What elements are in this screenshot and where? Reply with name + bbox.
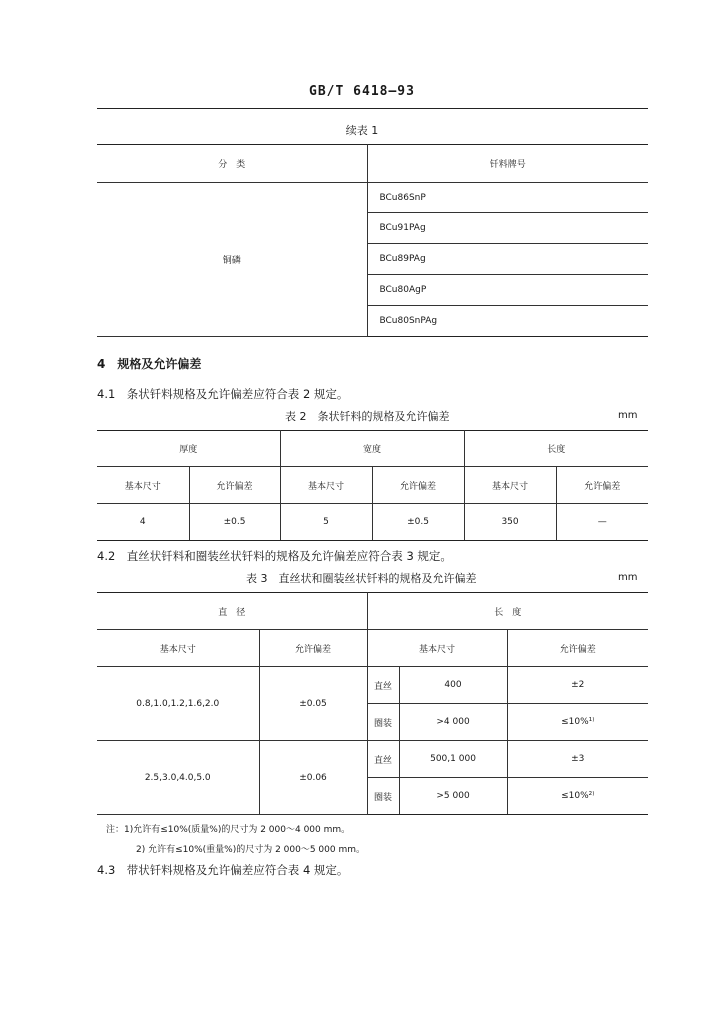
table3-subheader: 允许偏差 xyxy=(507,630,648,667)
table3-subheader: 基本尺寸 xyxy=(97,630,259,667)
table3-note-1: 注：1)允许有≤10%(质量%)的尺寸为 2 000～4 000 mm。 xyxy=(106,825,351,835)
table3-group-length: 长 度 xyxy=(367,593,648,630)
table3-length-type: 直丝 xyxy=(367,741,399,778)
table3-diameter-tolerance: ±0.06 xyxy=(259,741,367,815)
table2-group-thickness: 厚度 xyxy=(97,431,280,467)
table3-unit: mm xyxy=(618,572,638,583)
table2-cell: 350 xyxy=(464,504,556,541)
table3-group-diameter: 直 径 xyxy=(97,593,367,630)
table3-length-type: 圈装 xyxy=(367,704,399,741)
table2-cell: 5 xyxy=(280,504,372,541)
clause-4-1: 4.1 条状钎料规格及允许偏差应符合表 2 规定。 xyxy=(97,387,349,401)
table3-length-size: >5 000 xyxy=(399,778,507,815)
table1-category-cell: 铜磷 xyxy=(97,183,367,337)
table2-group-length: 长度 xyxy=(464,431,648,467)
table1-grade: BCu80SnPAg xyxy=(367,306,648,337)
table3-length-size: 400 xyxy=(399,667,507,704)
table3-length-tolerance: ±2 xyxy=(507,667,648,704)
table1-grade: BCu91PAg xyxy=(367,213,648,244)
table3-length-tolerance: ±3 xyxy=(507,741,648,778)
table2-cell: — xyxy=(556,504,648,541)
table2-subheader: 允许偏差 xyxy=(372,467,464,504)
table1-header-category: 分 类 xyxy=(97,145,367,183)
table3-note-2: 2) 允许有≤10%(重量%)的尺寸为 2 000～5 000 mm。 xyxy=(136,845,366,855)
clause-4-2: 4.2 直丝状钎料和圈装丝状钎料的规格及允许偏差应符合表 3 规定。 xyxy=(97,549,452,563)
table2-cell: ±0.5 xyxy=(189,504,280,541)
table2 xyxy=(97,430,648,541)
header-rule xyxy=(97,108,648,109)
table3-caption: 表 3 直丝状和圈装丝状钎料的规格及允许偏差 xyxy=(246,572,477,585)
table2-cell: ±0.5 xyxy=(372,504,464,541)
table1-header-grade: 钎料牌号 xyxy=(367,145,648,183)
table3-length-size: >4 000 xyxy=(399,704,507,741)
table3-subheader: 基本尺寸 xyxy=(367,630,507,667)
table3-diameters: 2.5,3.0,4.0,5.0 xyxy=(97,741,259,815)
standard-code: GB/T 6418—93 xyxy=(309,84,415,99)
table2-subheader: 允许偏差 xyxy=(189,467,280,504)
table3 xyxy=(97,592,648,815)
table3-diameters: 0.8,1.0,1.2,1.6,2.0 xyxy=(97,667,259,741)
table3-diameter-tolerance: ±0.05 xyxy=(259,667,367,741)
table3-subheader: 允许偏差 xyxy=(259,630,367,667)
table1-grade: BCu80AgP xyxy=(367,275,648,306)
table2-subheader: 基本尺寸 xyxy=(464,467,556,504)
table2-group-width: 宽度 xyxy=(280,431,464,467)
clause-4-3: 4.3 带状钎料规格及允许偏差应符合表 4 规定。 xyxy=(97,863,349,877)
table2-subheader: 基本尺寸 xyxy=(280,467,372,504)
table3-length-tolerance: ≤10%²⁾ xyxy=(507,778,648,815)
table3-length-size: 500,1 000 xyxy=(399,741,507,778)
section-4-title: 4 规格及允许偏差 xyxy=(97,357,202,371)
table2-cell: 4 xyxy=(97,504,189,541)
table3-length-type: 直丝 xyxy=(367,667,399,704)
table1-grade: BCu89PAg xyxy=(367,244,648,275)
table3-length-tolerance: ≤10%¹⁾ xyxy=(507,704,648,741)
table2-subheader: 基本尺寸 xyxy=(97,467,189,504)
table2-subheader: 允许偏差 xyxy=(556,467,648,504)
table1-caption: 续表 1 xyxy=(345,124,379,137)
table2-unit: mm xyxy=(618,410,638,421)
table1 xyxy=(97,144,648,337)
table1-grade: BCu86SnP xyxy=(367,183,648,213)
table2-caption: 表 2 条状钎料的规格及允许偏差 xyxy=(285,410,450,423)
table3-length-type: 圈装 xyxy=(367,778,399,815)
